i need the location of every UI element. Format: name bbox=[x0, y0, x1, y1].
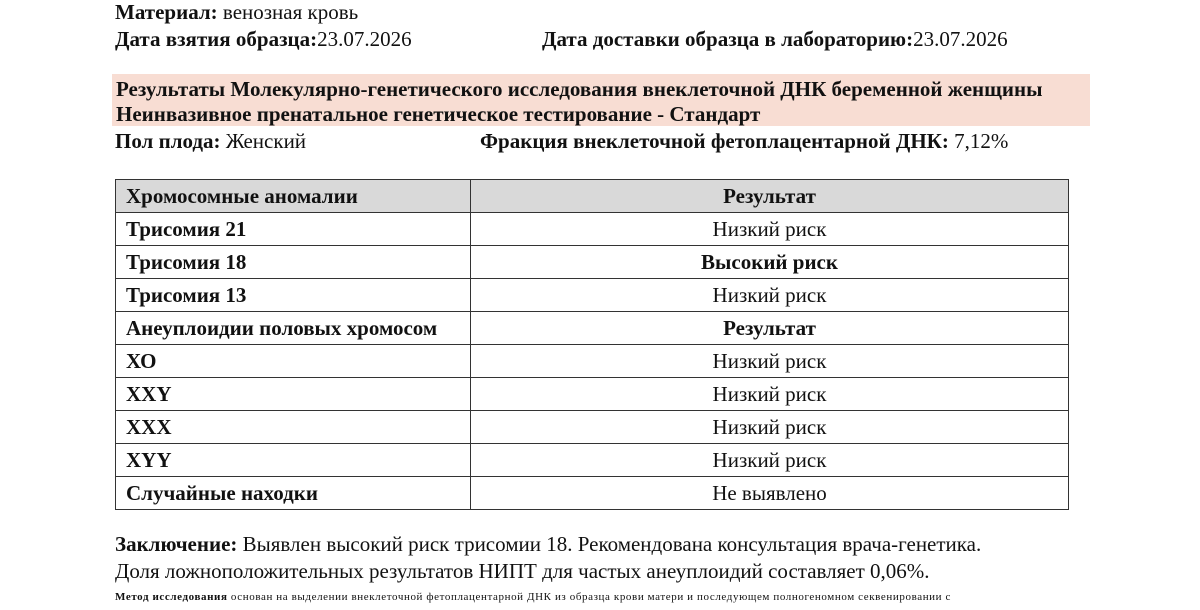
conclusion-line-2 bbox=[115, 559, 930, 583]
table-row bbox=[116, 246, 1069, 279]
delivery-date-label: Дата доставки образца в лабораторию: bbox=[542, 27, 914, 51]
sample-date-label: Дата взятия образца: bbox=[115, 27, 318, 51]
fetal-fraction-value: 7,12% bbox=[948, 129, 1009, 153]
table-row bbox=[116, 477, 1069, 510]
report-subtitle: Неинвазивное пренатальное генетическое тестирование - Стандарт bbox=[116, 102, 761, 126]
table-cell-name: Трисомия 13 bbox=[116, 279, 471, 312]
table-row bbox=[116, 411, 1069, 444]
table-header-row bbox=[116, 180, 1069, 213]
delivery-date-line bbox=[542, 27, 1008, 51]
table-cell-name: ХО bbox=[116, 345, 471, 378]
sample-date-line bbox=[115, 27, 412, 51]
table-row bbox=[116, 345, 1069, 378]
fetal-fraction-line bbox=[480, 129, 1008, 153]
table-subheader-row bbox=[116, 312, 1069, 345]
table-cell-name: Случайные находки bbox=[116, 477, 471, 510]
table-row bbox=[116, 279, 1069, 312]
false-positive-rate-text: Доля ложноположительных результатов НИПТ для частых анеуплоидий составляет 0,06%. bbox=[115, 559, 930, 583]
table-cell-result: Низкий риск bbox=[471, 345, 1069, 378]
table-cell-name: XXX bbox=[116, 411, 471, 444]
fetus-sex-line bbox=[115, 129, 306, 153]
table-cell-name: XYY bbox=[116, 444, 471, 477]
material-value: венозная кровь bbox=[217, 0, 359, 24]
table-cell-result: Низкий риск bbox=[471, 444, 1069, 477]
method-note bbox=[115, 590, 1075, 604]
table-cell-result: Результат bbox=[471, 180, 1069, 213]
fetal-fraction-label: Фракция внеклеточной фетоплацентарной ДНК: bbox=[480, 129, 949, 153]
table-cell-name: Анеуплоидии половых хромосом bbox=[116, 312, 471, 345]
table-cell-result: Результат bbox=[471, 312, 1069, 345]
table-row bbox=[116, 213, 1069, 246]
table-row bbox=[116, 444, 1069, 477]
table-cell-name: XXY bbox=[116, 378, 471, 411]
title-band bbox=[112, 74, 1090, 126]
method-text: основан на выделении внеклеточной фетоплацентарной ДНК из образца крови матери и последующем полногеномном секвенировании с bbox=[227, 591, 951, 603]
delivery-date-value: 23.07.2026 bbox=[913, 27, 1008, 51]
results-table bbox=[115, 179, 1069, 510]
fetus-sex-value: Женский bbox=[220, 129, 307, 153]
sample-date-value: 23.07.2026 bbox=[317, 27, 412, 51]
material-line bbox=[115, 0, 358, 24]
table-cell-result: Низкий риск bbox=[471, 213, 1069, 246]
conclusion-text: Выявлен высокий риск трисомии 18. Рекомендована консультация врача-генетика. bbox=[237, 532, 982, 556]
fetus-sex-label: Пол плода: bbox=[115, 129, 221, 153]
report-title: Результаты Молекулярно-генетического исследования внеклеточной ДНК беременной женщины bbox=[116, 77, 1043, 101]
table-cell-result: Низкий риск bbox=[471, 411, 1069, 444]
table-cell-result: Не выявлено bbox=[471, 477, 1069, 510]
table-cell-name: Трисомия 18 bbox=[116, 246, 471, 279]
material-label: Материал: bbox=[115, 0, 218, 24]
table-cell-result: Низкий риск bbox=[471, 279, 1069, 312]
conclusion-line-1 bbox=[115, 532, 981, 556]
table-cell-result: Низкий риск bbox=[471, 378, 1069, 411]
table-cell-name: Трисомия 21 bbox=[116, 213, 471, 246]
method-label: Метод исследования bbox=[115, 591, 228, 603]
table-row bbox=[116, 378, 1069, 411]
table-cell-result-high-risk: Высокий риск bbox=[471, 246, 1069, 279]
conclusion-label: Заключение: bbox=[115, 532, 238, 556]
table-cell-name: Хромосомные аномалии bbox=[116, 180, 471, 213]
